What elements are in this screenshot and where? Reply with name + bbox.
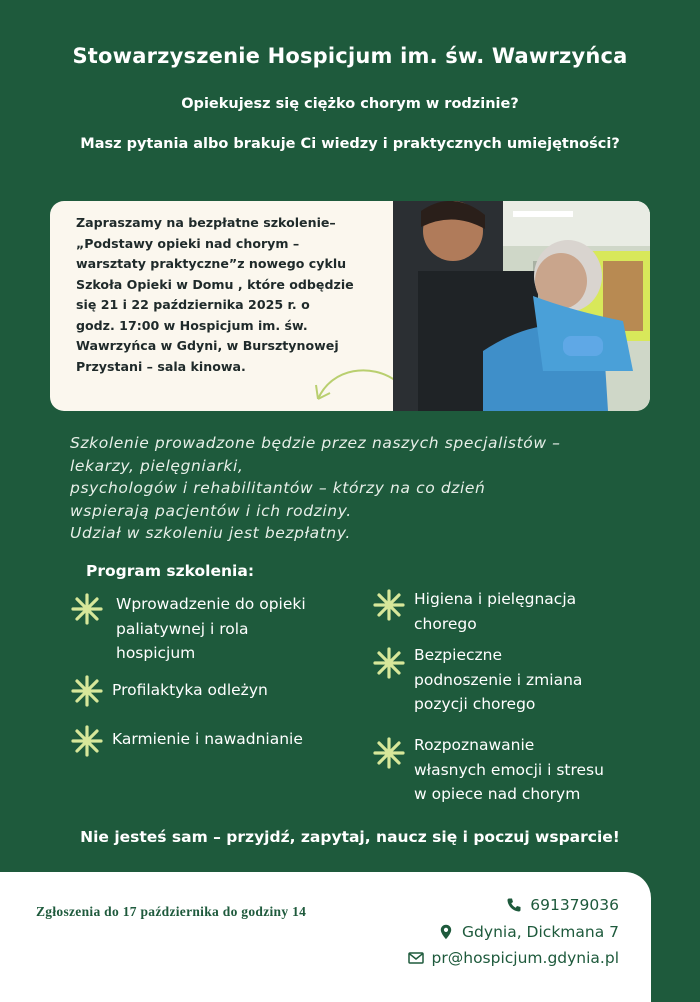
item-line: chorego <box>414 614 477 633</box>
description-line: wspierają pacjentów i ich rodziny. <box>70 501 352 520</box>
item-line: Karmienie i nawadnianie <box>112 730 303 748</box>
star-icon <box>372 588 406 622</box>
email-contact[interactable] <box>408 949 619 967</box>
item-line: Higiena i pielęgnacja <box>414 590 577 608</box>
item-line: hospicjum <box>116 644 196 662</box>
item-line: własnych emocji i stresu <box>414 760 604 779</box>
closing-slogan: Nie jesteś sam – przyjdź, zapytaj, naucz się i poczuj wsparcie! <box>80 828 620 846</box>
phone-number: 691379036 <box>530 896 619 914</box>
location-pin-icon <box>438 924 454 940</box>
item-line: w opiece nad chorym <box>414 785 581 803</box>
invitation-line: warsztaty praktyczne”z nowego cyklu <box>76 256 347 271</box>
invitation-line: się 21 i 22 października 2025 r. o <box>76 297 310 312</box>
caregiver-photo <box>393 201 650 411</box>
invitation-line: Szkoła Opieki w Domu , które odbędzie <box>76 276 354 292</box>
star-icon <box>372 736 406 770</box>
question-care: Opiekujesz się ciężko chorym w rodzinie? <box>181 96 519 112</box>
program-item-emotions <box>414 733 604 807</box>
invitation-line: Wawrzyńca w Gdyni, w Bursztynowej <box>76 338 339 353</box>
star-icon <box>70 592 104 626</box>
address-contact[interactable] <box>438 923 619 941</box>
item-line: podnoszenie i zmiana <box>414 670 583 689</box>
item-line: paliatywnej i rola <box>116 619 249 638</box>
curved-arrow-icon <box>312 359 402 409</box>
program-item-hygiene <box>414 587 576 636</box>
description-line: lekarzy, pielęgniarki, <box>70 456 244 475</box>
program-item-lifting <box>414 643 582 717</box>
description-line: Szkolenie prowadzone będzie przez naszych specjalistów – <box>70 434 561 452</box>
registration-deadline: Zgłoszenia do 17 października do godziny 14 <box>36 904 307 919</box>
star-icon <box>70 674 104 708</box>
item-line: pozycji chorego <box>414 695 536 713</box>
address-text: Gdynia, Dickmana 7 <box>462 923 619 941</box>
phone-contact[interactable] <box>506 896 619 914</box>
mail-icon <box>408 950 424 966</box>
program-item-bedsores <box>112 678 268 703</box>
phone-icon <box>506 897 522 913</box>
star-icon <box>372 646 406 680</box>
invitation-text <box>76 213 396 377</box>
program-item-feeding <box>112 727 303 752</box>
invitation-card <box>50 201 650 411</box>
invitation-line: godz. 17:00 w Hospicjum im. św. <box>76 317 308 333</box>
page-title: Stowarzyszenie Hospicjum im. św. Wawrzyńca <box>72 44 628 68</box>
invitation-line: Przystani – sala kinowa. <box>76 358 246 374</box>
email-address: pr@hospicjum.gdynia.pl <box>431 949 619 967</box>
star-icon <box>70 724 104 758</box>
description-line: Udział w szkoleniu jest bezpłatny. <box>70 524 351 542</box>
invitation-line: Zapraszamy na bezpłatne szkolenie– <box>76 215 336 230</box>
program-item-palliative <box>116 592 306 666</box>
contact-footer <box>0 872 651 1002</box>
question-knowledge: Masz pytania albo brakuje Ci wiedzy i praktycznych umiejętności? <box>80 136 620 152</box>
item-line: Rozpoznawanie <box>414 736 535 754</box>
description-line: psychologów i rehabilitantów – którzy na co dzień <box>70 479 486 497</box>
invitation-line: „Podstawy opieki nad chorym – <box>76 235 300 251</box>
item-line: Wprowadzenie do opieki <box>116 595 306 613</box>
item-line: Bezpieczne <box>414 646 503 664</box>
description-text <box>70 432 660 545</box>
program-heading: Program szkolenia: <box>86 562 255 580</box>
item-line: Profilaktyka odleżyn <box>112 681 268 699</box>
